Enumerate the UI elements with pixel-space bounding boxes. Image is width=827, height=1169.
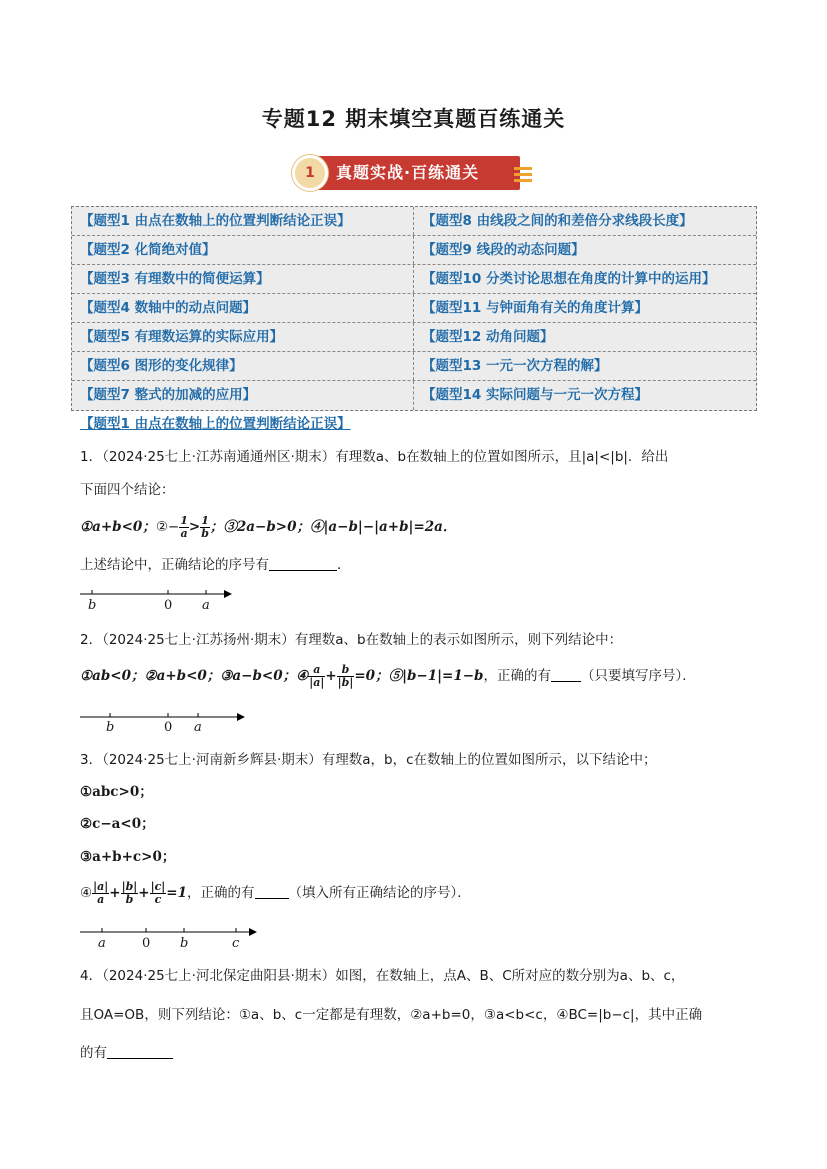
toc-row <box>72 236 756 265</box>
q1-ask <box>80 555 760 575</box>
q3-ask-tail: （填入所有正确结论的序号）． <box>288 885 471 901</box>
q3-option-4-prefix: ④ <box>80 885 93 901</box>
axis-label-0: 0 <box>142 936 151 951</box>
q4-ask-text: 的有 <box>80 1045 107 1061</box>
axis-label-b: b <box>88 598 97 613</box>
q2-plus: + <box>325 668 337 684</box>
toc-link[interactable]: 【题型13 一元一次方程的解】 <box>422 358 608 374</box>
toc-link[interactable]: 【题型4 数轴中的动点问题】 <box>72 294 414 322</box>
q1-number-line <box>80 584 240 613</box>
q3-option-2: ②c−a<0； <box>80 816 155 832</box>
q1-answer-blank[interactable] <box>269 557 337 571</box>
q1-option-1: ①a+b<0； <box>80 519 156 535</box>
toc-link[interactable]: 【题型2 化简绝对值】 <box>72 236 414 264</box>
q1-option-3-4: ；③2a−b>0；④|a−b|−|a+b|=2a． <box>209 519 457 535</box>
q4-answer-blank[interactable] <box>107 1045 173 1059</box>
frac-denominator: c <box>154 892 162 906</box>
frac-numerator: |b| <box>121 879 138 893</box>
frac-numerator: |a| <box>93 879 109 893</box>
axis-label-b: b <box>106 720 115 735</box>
axis-label-c: c <box>232 936 240 951</box>
q4-stem-line2: 且OA=OB，则下列结论：①a、b、c一定都是有理数，②a+b=0，③a<b<c，④BC=|b−c|，其中正确 <box>80 1007 703 1023</box>
q1-stem-line1: 1．（2024·25七上·江苏南通通州区·期末）有理数a、b在数轴上的位置如图所示，且|a|<|b|．给出 <box>80 449 669 465</box>
q2-number-line <box>80 707 250 733</box>
toc-row <box>72 323 756 352</box>
q3-option-4: ④ $\frac{|a|}{a}$ + $\frac{|b|}{b}$ + $\frac{|c|}{c}$ =1，正确的有 （填入所有正确结论的序号）． <box>80 879 471 906</box>
axis-arrow-icon <box>249 928 257 936</box>
q2-answer-blank[interactable] <box>551 668 581 682</box>
toc-row <box>72 207 756 236</box>
banner-number-badge: 1 <box>292 155 328 191</box>
q3-answer-blank[interactable] <box>255 885 289 899</box>
q3-option-3: ③a+b+c>0； <box>80 849 176 865</box>
q1-option-2-prefix: ②− <box>155 519 180 535</box>
q2-options <box>80 661 760 691</box>
axis-label-a: a <box>194 720 202 735</box>
q3-fraction-b <box>121 881 139 906</box>
toc-row <box>72 265 756 294</box>
q2-fraction-1 <box>308 664 325 689</box>
axis-label-0: 0 <box>164 598 173 613</box>
q1-ask-text: 上述结论中，正确结论的序号有 <box>80 557 269 573</box>
axis-label-0: 0 <box>164 720 173 735</box>
axis-label-a: a <box>202 598 210 613</box>
q3-fraction-a <box>92 881 109 906</box>
q2-stem: 2．（2024·25七上·江苏扬州·期末）有理数a、b在数轴上的表示如图所示，则下列结论中： <box>80 632 623 648</box>
q2-option-4-5: =0；⑤|b−1|=1−b <box>354 668 484 684</box>
frac-numerator: 1 <box>180 513 188 527</box>
q3-fraction-c <box>150 881 167 906</box>
q1-options <box>80 514 760 540</box>
q4-stem-line1: 4．（2024·25七上·河北保定曲阳县·期末）如图，在数轴上，点A、B、C所对应的数分别为a、b、c， <box>80 968 685 984</box>
frac-numerator: a <box>308 664 325 677</box>
frac-denominator: b <box>201 526 209 540</box>
toc-link[interactable]: 【题型8 由线段之间的和差倍分求线段长度】 <box>422 213 693 229</box>
section-heading-link[interactable]: 【题型1 由点在数轴上的位置判断结论正误】 <box>80 416 351 432</box>
toc-link[interactable]: 【题型14 实际问题与一元一次方程】 <box>422 387 648 403</box>
axis-arrow-icon <box>224 590 232 598</box>
toc-link[interactable]: 【题型12 动角问题】 <box>422 329 554 345</box>
q3-ask-text: ，正确的有 <box>187 885 255 901</box>
banner-label: 真题实战·百练通关 <box>336 163 480 182</box>
q3-stem: 3．（2024·25七上·河南新乡辉县·期末）有理数a，b，c在数轴上的位置如图所示，以下结论中； <box>80 752 657 768</box>
frac-denominator: a <box>97 892 105 906</box>
topic-table <box>71 206 757 411</box>
toc-link[interactable]: 【题型1 由点在数轴上的位置判断结论正误】 <box>72 207 414 235</box>
frac-numerator: b <box>337 664 355 677</box>
q1-fraction-1 <box>179 515 189 540</box>
q1-gt: > <box>188 519 201 535</box>
axis-arrow-icon <box>237 713 245 721</box>
q2-fraction-2 <box>337 664 355 689</box>
axis-label-b: b <box>180 936 189 951</box>
q1-ask-end: ． <box>337 557 351 573</box>
frac-denominator: b <box>125 892 134 906</box>
q3-eq1: =1 <box>166 885 187 901</box>
q1-stem-line2: 下面四个结论： <box>80 482 175 498</box>
frac-numerator: |c| <box>150 879 166 893</box>
axis-label-a: a <box>98 936 106 951</box>
page-title: 专题12 期末填空真题百练通关 <box>261 107 566 131</box>
q3-number-line <box>80 922 266 951</box>
q2-options-1-4: ①ab<0；②a+b<0；③a−b<0；④ <box>80 668 309 684</box>
frac-denominator: |b| <box>337 675 354 689</box>
frac-numerator: 1 <box>201 513 209 527</box>
frac-denominator: |a| <box>309 675 325 689</box>
toc-row <box>72 381 756 410</box>
toc-link[interactable]: 【题型5 有理数运算的实际应用】 <box>72 323 414 351</box>
toc-link[interactable]: 【题型6 图形的变化规律】 <box>72 352 414 380</box>
toc-link[interactable]: 【题型10 分类讨论思想在角度的计算中的运用】 <box>422 271 716 287</box>
q2-ask-tail: （只要填写序号）． <box>581 668 696 684</box>
toc-link[interactable]: 【题型9 线段的动态问题】 <box>422 242 585 258</box>
q4-stem-line3 <box>80 1043 760 1063</box>
q2-ask-text: ，正确的有 <box>483 668 552 684</box>
q3-option-1: ①abc>0； <box>80 784 153 800</box>
banner-stripes-icon <box>514 167 532 185</box>
toc-row <box>72 294 756 323</box>
q1-fraction-2 <box>200 515 210 540</box>
frac-denominator: a <box>180 526 188 540</box>
toc-link[interactable]: 【题型11 与钟面角有关的角度计算】 <box>422 300 648 316</box>
toc-link[interactable]: 【题型3 有理数中的简便运算】 <box>72 265 414 293</box>
toc-link[interactable]: 【题型7 整式的加减的应用】 <box>72 381 414 410</box>
toc-row <box>72 352 756 381</box>
section-banner <box>292 153 532 193</box>
